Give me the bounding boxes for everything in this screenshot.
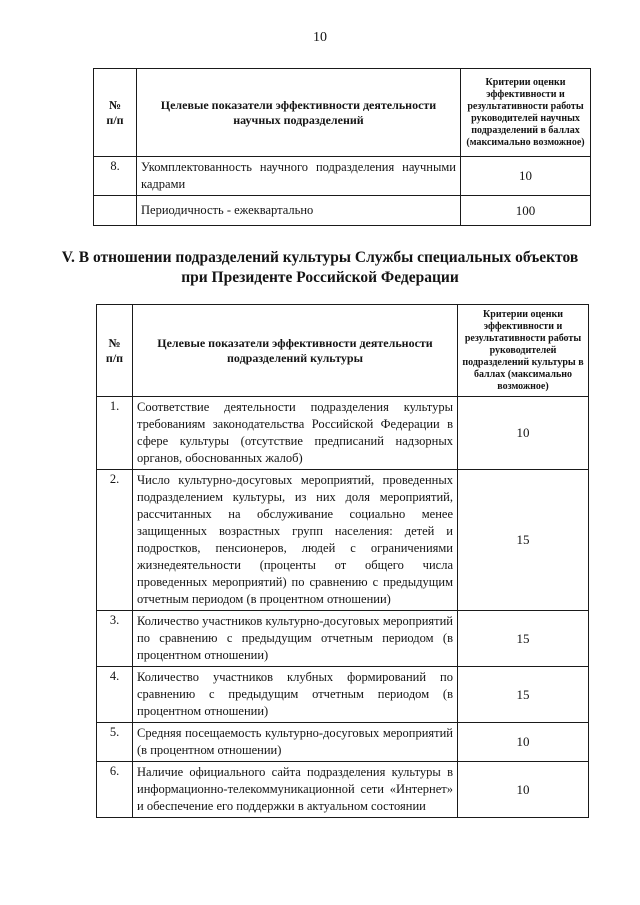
row-score: 10 [461, 157, 591, 196]
page-number: 10 [313, 30, 327, 45]
row-text: Соответствие деятельности подразделения культуры требованиям законодательства Российской Федерации в сфере культуры (отсутствие предписаний надзорных органов, обоснованных жалоб) [133, 397, 458, 470]
header-num: № п/п [97, 305, 133, 397]
table-row [97, 611, 589, 667]
table-row [97, 762, 589, 818]
row-num: 4. [97, 667, 133, 723]
row-text: Наличие официального сайта подразделения культуры в информационно-телекоммуникационной сети «Интернет» и обеспечение его поддержки в актуальном состоянии [133, 762, 458, 818]
row-num: 5. [97, 723, 133, 762]
header-criteria: Критерии оценки эффективности и результативности работы руководителей научных подразделений в баллах (максимально возможное) [461, 69, 591, 157]
row-num: 1. [97, 397, 133, 470]
table-header-row [97, 305, 589, 397]
row-score: 15 [458, 667, 589, 723]
table-row [94, 157, 591, 196]
header-indicators: Целевые показатели эффективности деятельности подразделений культуры [133, 305, 458, 397]
row-text: Средняя посещаемость культурно-досуговых мероприятий (в процентном отношении) [133, 723, 458, 762]
table-row [94, 196, 591, 226]
row-score: 10 [458, 762, 589, 818]
science-criteria-table [93, 68, 591, 226]
row-score: 100 [461, 196, 591, 226]
row-num: 8. [94, 157, 137, 196]
row-text: Укомплектованность научного подразделения научными кадрами [137, 157, 461, 196]
culture-criteria-table [96, 304, 589, 818]
row-num: 2. [97, 470, 133, 611]
row-score: 15 [458, 470, 589, 611]
header-indicators: Целевые показатели эффективности деятельности научных подразделений [137, 69, 461, 157]
row-text: Периодичность - ежеквартально [137, 196, 461, 226]
table-row [97, 470, 589, 611]
row-score: 15 [458, 611, 589, 667]
header-num: № п/п [94, 69, 137, 157]
table-header-row [94, 69, 591, 157]
row-text: Количество участников клубных формирований по сравнению с предыдущим отчетным периодом (в процентном отношении) [133, 667, 458, 723]
row-score: 10 [458, 397, 589, 470]
section-title: V. В отношении подразделений культуры Службы специальных объектов при Президенте Российской Федерации [61, 249, 579, 286]
row-text: Число культурно-досуговых мероприятий, проведенных подразделением культуры, из них доля мероприятий, рассчитанных на обслуживание социально менее защищенных возрастных групп населения: детей и подростков, пенсионеров, людей с ограничениями жизнедеятельности (проценты от общего числа проведенных мероприятий) по сравнению с предыдущим отчетным периодом (в процентном отношении) [133, 470, 458, 611]
table-row [97, 723, 589, 762]
row-num: 3. [97, 611, 133, 667]
row-text: Количество участников культурно-досуговых мероприятий по сравнению с предыдущим отчетным периодом (в процентном отношении) [133, 611, 458, 667]
row-num [94, 196, 137, 226]
table-row [97, 397, 589, 470]
header-criteria: Критерии оценки эффективности и результативности работы руководителей подразделений культуры в баллах (максимально возможное) [458, 305, 589, 397]
table-row [97, 667, 589, 723]
row-score: 10 [458, 723, 589, 762]
row-num: 6. [97, 762, 133, 818]
